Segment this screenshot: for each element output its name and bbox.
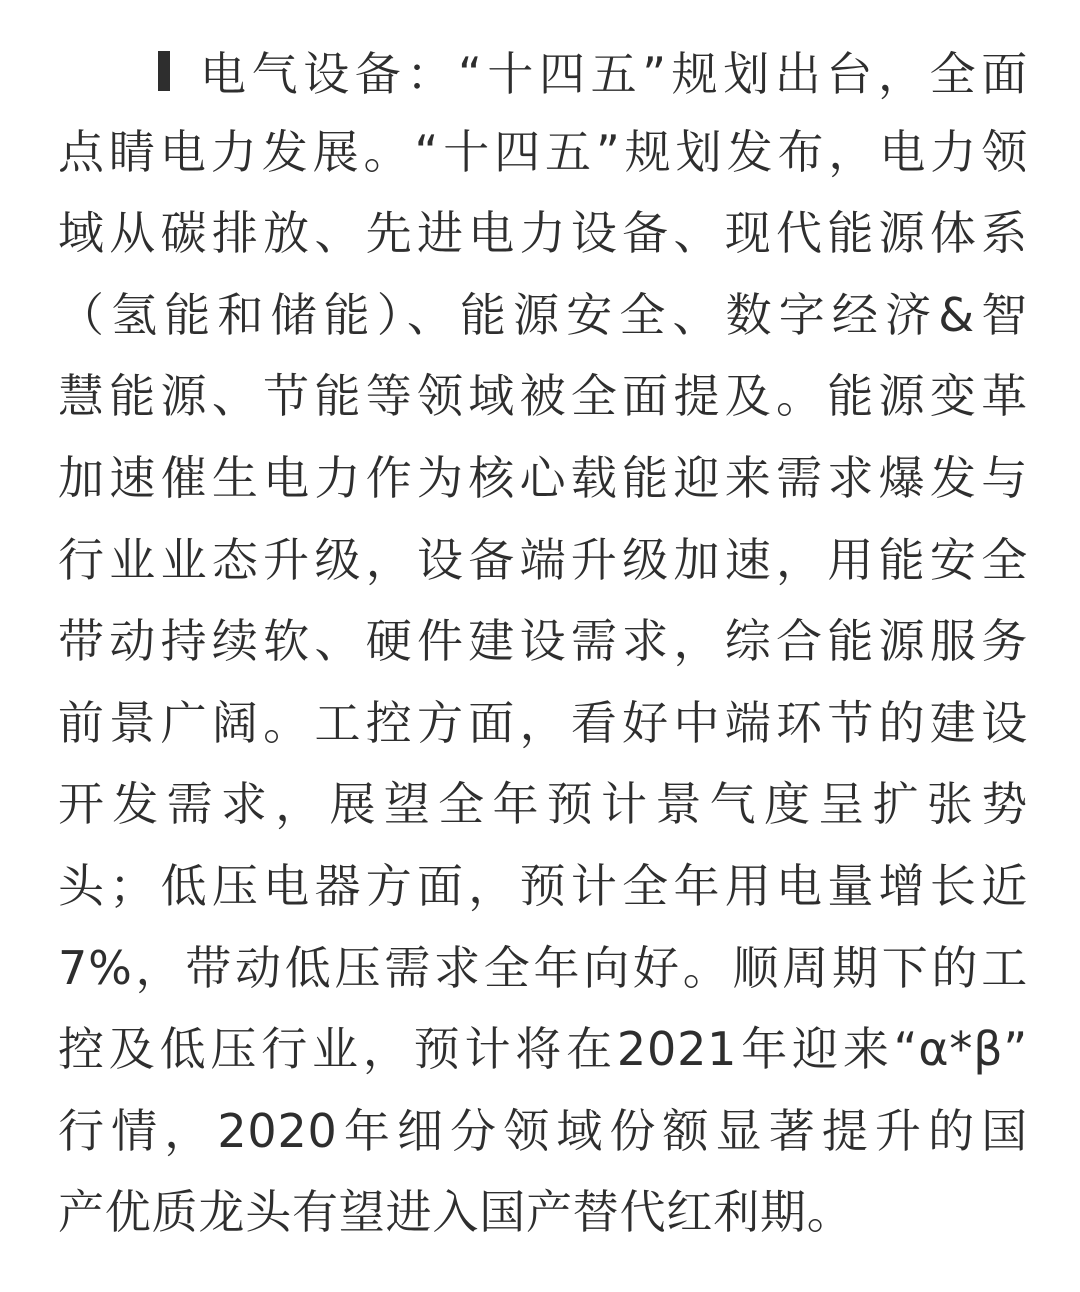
article-body [58,30,1028,1254]
paragraph-line: 电气设备：“十四五”规划出台，全面 [200,46,1028,101]
paragraph-line: 开发需求，展望全年预计景气度呈扩张势 [58,777,1028,832]
paragraph-line: 点睛电力发展。“十四五”规划发布，电力领 [58,124,1028,179]
paragraph-line: 头；低压电器方面，预计全年用电量增长近 [58,858,1028,913]
paragraph-line: 行情，2020年细分领域份额显著提升的国 [58,1103,1028,1158]
paragraph-line: 域从碳排放、先进电力设备、现代能源体系 [58,206,1028,261]
paragraph-line: 控及低压行业，预计将在2021年迎来“α*β” [58,1022,1028,1077]
section-marker-bar [158,51,170,91]
paragraph-line: 慧能源、节能等领域被全面提及。能源变革 [58,369,1028,424]
paragraph-line: 前景广阔。工控方面，看好中端环节的建设 [58,695,1028,750]
paragraph-line: 7%，带动低压需求全年向好。顺周期下的工 [58,940,1028,995]
paragraph-line: 带动持续软、硬件建设需求，综合能源服务 [58,614,1028,669]
paragraph-line: 行业业态升级，设备端升级加速，用能安全 [58,532,1028,587]
paragraph-line: （氢能和储能）、能源安全、数字经济&智 [58,287,1028,342]
paragraph-first-line [58,30,1028,112]
paragraph-line: 加速催生电力作为核心载能迎来需求爆发与 [58,450,1028,505]
paragraph-last-line: 产优质龙头有望进入国产替代红利期。 [58,1185,854,1240]
